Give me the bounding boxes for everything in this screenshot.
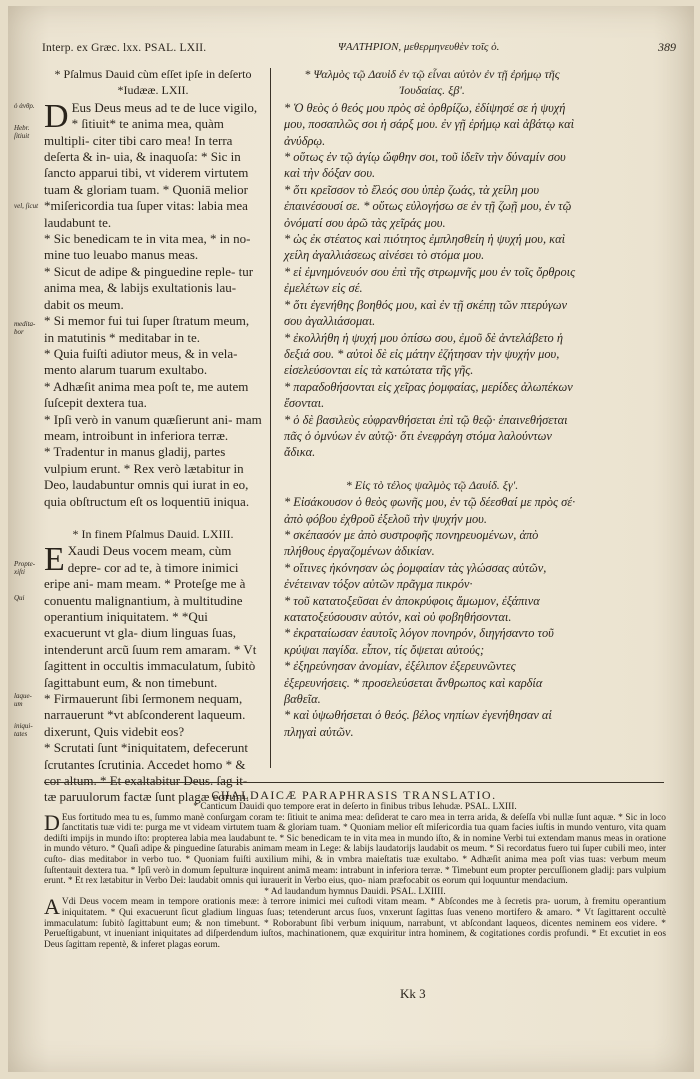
greek-verse: * καὶ ὑψωθήσεται ὁ θεός. βέλος νηπίων ἐγενήθησαν αἱ πληγαὶ αὐτῶν.	[284, 708, 552, 739]
latin-verse: * Scrutati ſunt *iniquitatem, defecerunt ſcrutantes ſcrutinia. Accedet homo * & cor altum. * Et exaltabitur Deus. ſag it- tæ paruulorum factæ ſunt plagæ eorum.	[44, 740, 250, 805]
latin-verse: * Sicut de adipe & pinguedine reple- tur anima mea, & labijs exultationis lau- dabit os meum.	[44, 263, 254, 312]
column-rule	[270, 68, 271, 768]
latin-verse: * Ipſi verò in vanum quæſierunt ani- mam meam, introibunt in inferiora terræ.	[44, 411, 262, 443]
psalm-62-latin-title: * Pſalmus Dauid cùm eſſet ipſe in deſerto *Iudææ. LXII.	[54, 67, 252, 98]
chaldaic-section-title: CHALDAICÆ PARAPHRASIS TRANSLATIO.	[211, 788, 497, 802]
greek-verse: * παραδοθήσονται εἰς χεῖρας ῥομφαίας, μερίδες ἀλωπέκων ἔσονται.	[284, 379, 573, 411]
greek-verse: * οὕτως ἐν τῷ ἁγίῳ ὤφθην σοι, τοῦ ἰδεῖν τὴν δύναμίν σου καὶ τὴν δόξαν σου.	[284, 150, 566, 181]
greek-verse: * οἵτινες ἠκόνησαν ὡς ῥομφαίαν τὰς γλώσσας αὐτῶν, ἐνέτειναν τόξον αὐτῶν πρᾶγμα πικρόν·	[284, 560, 547, 592]
folio-number: 389	[658, 40, 676, 54]
latin-verse: * Quia fuiſti adiutor meus, & in vela- mento alarum tuarum exultabo.	[44, 345, 238, 378]
section-rule	[44, 782, 664, 783]
chaldaic-paragraph: A Vdi Deus vocem meam in tempore orationis meæ: à terrore inimici mei cuſtodi vitam meam. * Abſcondes me à ſecretis pra- uorum, à fremitu operantium iniquitatem. * Qui exacuerunt ſicut gladium linguas ſuas; tetenderunt arcus ſuos, vnxerunt ſagittas ſuas veneno mortifero & amaro. * Vt ſagittarent occultè immaculatum: ſubitò ſagittabunt eum; & non timebunt. * Roborabunt ſibi verbum iniquum, narrabunt, vt abſcondant laqueos, dicentes neminem eos videre. * Perueſtigabunt, vt inueniant iniquitates ad diſperdendum iuſtos, machinationem, quæ exquiritur intra hominem, & cogitationes cordis profundi. * Et excutiet in eos Deus ſagittam repentè, & inferet plagas eorum.	[44, 894, 666, 950]
greek-verse: * τοῦ κατατοξεῦσαι ἐν ἀποκρύφοις ἄμωμον, ἐξάπινα κατατοξεύσουσιν αὐτόν, καὶ οὐ φοβηθήσονται.	[284, 593, 540, 624]
running-head-right: ΨΑΛΤΗΡΙΟΝ, μεθερμηνευθὲν τοῖς ὀ.	[338, 41, 500, 53]
chaldaic-psalm-heading: * Canticum Dauidi quo tempore erat in deſerto in finibus tribus Iehudæ. PSAL. LXIII.	[193, 802, 517, 812]
greek-verse: * ὡς ἐκ στέατος καὶ πιότητος ἐμπλησθείη ἡ ψυχή μου, καὶ χείλη ἀγαλλιάσεως αἰνέσει τὸ στόμα μου.	[284, 232, 566, 263]
drop-cap: A	[44, 894, 60, 920]
margin-note: iniqui- tates	[14, 722, 33, 738]
margin-note: Propte- xiſti	[14, 560, 36, 576]
drop-cap: D	[44, 809, 60, 835]
margin-note: medita- bor	[14, 320, 36, 336]
psalm-62-greek-title: * Ψαλμὸς τῷ Δαυὶδ ἐν τῷ εἶναι αὐτὸν ἐν τῇ ἐρήμῳ τῆς Ἰουδαίας. ξβ'.	[304, 67, 560, 98]
latin-column	[44, 66, 262, 806]
greek-column	[284, 66, 580, 740]
greek-verse: * ἐκολλήθη ἡ ψυχή μου ὀπίσω σου, ἐμοῦ δὲ ἀντελάβετο ἡ δεξιά σου. * αὐτοὶ δὲ εἰς μάτην ἐζήτησαν τὴν ψυχήν μου, εἰσελεύσονται εἰς τὰ κατώτατα τῆς γῆς.	[284, 330, 563, 378]
margin-note: ὁ ἀνθρ.	[14, 102, 35, 110]
margin-note: Hebr. ſitiuit	[14, 124, 30, 140]
margin-note: laque- um	[14, 692, 32, 708]
psalm-63-greek-title: * Εἰς τὸ τέλος ψαλμὸς τῷ Δαυίδ. ξγ'.	[345, 477, 519, 492]
latin-verse: E Xaudi Deus vocem meam, cùm depre- cor ad te, à timore inimici eripe ani- mam meam. * Proteſge me à conuentu malignantium, à multitudine operantium iniquitatem. * *Qui exacuerunt vt gla- dium linguas ſuas, intenderunt arcũ ſuum rem amaram. * Vt ſagittent in occultis immaculatum, ſubitò ſagittabunt eum, & non timebunt.	[44, 541, 257, 690]
greek-verse: * ὁ δὲ βασιλεὺς εὐφρανθήσεται ἐπὶ τῷ θεῷ· ἐπαινεθήσεται πᾶς ὁ ὀμνύων ἐν αὐτῷ· ὅτι ἐνεφράγη στόμα λαλούντων ἄδικα.	[284, 412, 568, 460]
latin-verse: * Sic benedicam te in vita mea, * in no- mine tuo leuabo manus meas.	[44, 231, 251, 263]
drop-cap: D	[44, 97, 69, 135]
psalm-63-latin-title: * In finem Pſalmus Dauid. LXIII.	[72, 526, 234, 541]
chaldaic-paragraph: D Eus fortitudo mea tu es, ſummo manè conſurgam coram te: ſitiuit te anima mea: deſiderat te caro mea in terra arida, & deſeſſa vbi nullæ ſunt aquæ. * Sic in loco ſanctitatis tuæ vidi te: purga me vt videam virtutem tuam & gloriam tuam. * Quoniam melior eſt miſericordia tua quam facies iuſtis in mundo venturo, vita quam dediſti impijs in mundo iſto: propterea labia mea laudabunt te. * Sic benedicam te in vita mea in mundo iſto, & in nomine Verbi tui extendam manus meas in oratione in mundo vëturo. * Quaſi adipe & pinguedine ſaturabis animam meam in Lege: & labijs laudatorijs laudabit os meum. * Si recordatus fuero tui ſuper cubili meo, inter cuſto- dias meditabor in verbo tuo. * Quoniam fuiſti auxilium mihi, & in vmbra maieſtatis tuæ exultabo. * Adhæſit anima mea poſt vias tuas: verbum meum ſuſtentauit dextera tua. * Ipſi verò in domum ſepulturæ inquirent animā meam: intrabunt in inferiora terræ. * Timebunt eum propter percuſſionem gladij: pars vulpium erunt. * Et rex lætabitur in Verbo Dei: laudabit omnis qui iurauerit in Verbo eius, quo- niam præfocabit os eorum qui loquuntur mendacium.	[44, 809, 666, 887]
margin-note: Qui	[14, 594, 25, 602]
greek-verse: * σκέπασόν με ἀπὸ συστροφῆς πονηρευομένων, ἀπὸ πλήθους ἐργαζομένων ἀδικίαν.	[284, 527, 539, 559]
latin-verse: * Tradentur in manus gladij, partes vulpium erunt. * Rex verò lætabitur in Deo, laudabuntur omnis qui iurat in eo, quia obſtructum eſt os loquentiū iniqua.	[44, 444, 250, 509]
greek-verse: * ὅτι ἐγενήθης βοηθός μου, καὶ ἐν τῇ σκέπῃ τῶν πτερύγων σου ἀγαλλιάσομαι.	[284, 297, 567, 329]
drop-cap: E	[44, 541, 65, 579]
greek-verse: * ἐξηρεύνησαν ἀνομίαν, ἐξέλιπον ἐξερευνῶντες ἐξερευνήσεις. * προσελεύσεται ἄνθρωπος καὶ καρδία βαθεῖα.	[284, 659, 543, 707]
book-page	[8, 6, 694, 1072]
chaldaic-paraphrase	[44, 802, 666, 950]
greek-verse: * ἐκραταίωσαν ἑαυτοῖς λόγον πονηρόν, διηγήσαντο τοῦ κρύψαι παγίδα. εἶπον, τίς ὄψεται αὐτούς;	[284, 626, 554, 657]
greek-verse: * ὅτι κρεῖσσον τὸ ἔλεός σου ὑπὲρ ζωάς, τὰ χείλη μου ἐπαινέσουσί σε. * οὕτως εὐλογήσω σε ἐν τῇ ζωῇ μου, ἐν τῷ ὀνόματί σου ἀρῶ τὰς χεῖράς μου.	[284, 182, 572, 230]
latin-verse: * Si memor fui tui ſuper ſtratum meum, in matutinis * meditabar in te.	[44, 313, 250, 345]
chaldaic-psalm-heading: * Ad laudandum hymnus Dauidi. PSAL. LXIIII.	[264, 886, 446, 897]
latin-verse: * Adhæſit anima mea poſt te, me autem ſuſcepit dextera tua.	[44, 378, 249, 411]
greek-verse: * εἰ ἐμνημόνευόν σου ἐπὶ τῆς στρωμνῆς μου ἐν τοῖς ὄρθροις ἐμελέτων εἰς σέ.	[284, 264, 576, 296]
greek-verse: * Εἰσάκουσον ὁ θεὸς φωνῆς μου, ἐν τῷ δέεσθαί με πρὸς σέ· ἀπὸ φόβου ἐχθροῦ ἐξελοῦ τὴν ψυχήν μου.	[284, 495, 576, 526]
greek-verse: * Ὁ θεὸς ὁ θεός μου πρὸς σὲ ὀρθρίζω, ἐδίψησέ σε ἡ ψυχή μου, ποσαπλῶς σοι ἡ σάρξ μου. ἐν γῇ ἐρήμῳ καὶ ἀβάτῳ καὶ ἀνύδρῳ.	[284, 100, 575, 148]
margin-note: vel, ſicut	[14, 202, 39, 210]
latin-verse: * Firmauerunt ſibi ſermonem nequam, narrauerunt *vt abſconderent laqueum. dixerunt, Quis videbit eos?	[44, 691, 246, 739]
latin-verse: D Eus Deus meus ad te de luce vigilo, * ſitiuit* te anima mea, quàm multipli- citer tibi caro mea! In terra deſerta & in- uia, & inaquoſa: * Sic in ſancto apparui tibi, vt viderem virtutem tuam & gloriam tuam. * Quoniā melior *miſericordia tua ſuper vitas: labia mea laudabunt te.	[44, 97, 258, 230]
running-head-left: Interp. ex Græc. lxx. PSAL. LXII.	[42, 42, 207, 54]
signature-mark: Kk 3	[400, 986, 426, 1001]
